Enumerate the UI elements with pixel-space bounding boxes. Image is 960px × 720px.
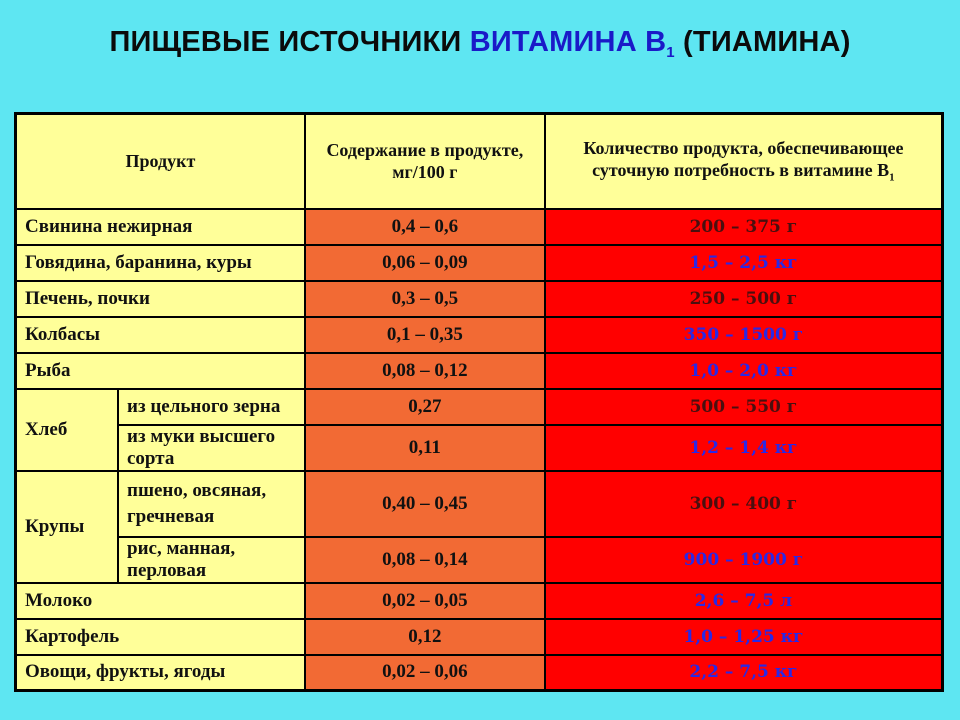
product-cell: Рыба [16,353,305,389]
quantity-cell: 300 – 400 г [545,471,943,537]
subcategory-cell: из цельного зерна [118,389,305,425]
content-cell: 0,27 [305,389,545,425]
content-cell: 0,4 – 0,6 [305,209,545,245]
quantity-cell: 200 – 375 г [545,209,943,245]
quantity-cell: 1,0 – 2,0 кг [545,353,943,389]
table-row-bread-2 [16,425,943,471]
content-cell: 0,11 [305,425,545,471]
product-cell: Колбасы [16,317,305,353]
table-row [16,583,943,619]
page-title [0,26,960,61]
quantity-cell: 900 – 1900 г [545,537,943,583]
table-row [16,655,943,691]
table-row [16,281,943,317]
bread-label: Хлеб [16,389,119,471]
header-product: Продукт [16,114,305,209]
quantity-cell: 2,2 – 7,5 кг [545,655,943,691]
quantity-cell: 1,0 – 1,25 кг [545,619,943,655]
content-cell: 0,1 – 0,35 [305,317,545,353]
table-header-row [16,114,943,209]
product-cell: Овощи, фрукты, ягоды [16,655,305,691]
table-row [16,317,943,353]
header-content: Содержание в продукте, мг/100 г [305,114,545,209]
product-cell: Молоко [16,583,305,619]
header-quantity: Количество продукта, обеспечивающее суточную потребность в витамине $В_1$ [545,114,943,209]
quantity-cell: 250 – 500 г [545,281,943,317]
vitamin-table [14,112,944,692]
product-cell: Картофель [16,619,305,655]
table-row [16,353,943,389]
product-cell: Печень, почки [16,281,305,317]
title-part-2: ВИТАМИНА $В_1$ [469,26,675,61]
subcategory-cell: пшено, овсяная, гречневая [118,471,305,537]
content-cell: 0,3 – 0,5 [305,281,545,317]
cereals-label: Крупы [16,471,119,583]
content-cell: 0,02 – 0,05 [305,583,545,619]
content-cell: 0,02 – 0,06 [305,655,545,691]
table-row-bread-1 [16,389,943,425]
table-row [16,619,943,655]
content-cell: 0,08 – 0,12 [305,353,545,389]
content-cell: 0,40 – 0,45 [305,471,545,537]
table-row [16,209,943,245]
title-subscript: 1 [666,44,675,61]
quantity-cell: 2,6 – 7,5 л [545,583,943,619]
subcategory-cell: рис, манная, перловая [118,537,305,583]
quantity-cell: 1,5 – 2,5 кг [545,245,943,281]
quantity-cell: 350 – 1500 г [545,317,943,353]
title-part-3: (ТИАМИНА) [674,26,851,58]
table-row [16,245,943,281]
quantity-cell: 1,2 – 1,4 кг [545,425,943,471]
quantity-cell: 500 – 550 г [545,389,943,425]
content-cell: 0,08 – 0,14 [305,537,545,583]
table-row-cereals-2 [16,537,943,583]
title-part-1: ПИЩЕВЫЕ ИСТОЧНИКИ [109,26,470,58]
content-cell: 0,06 – 0,09 [305,245,545,281]
content-cell: 0,12 [305,619,545,655]
product-cell: Говядина, баранина, куры [16,245,305,281]
product-cell: Свинина нежирная [16,209,305,245]
subcategory-cell: из муки высшего сорта [118,425,305,471]
table-row-cereals-1 [16,471,943,537]
